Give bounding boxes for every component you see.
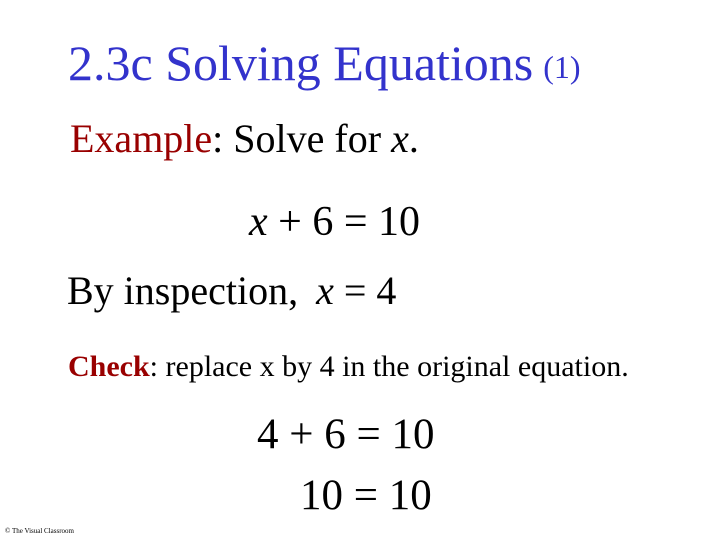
check-label: Check <box>68 350 150 383</box>
check-rest: : replace x by 4 in the original equation. <box>149 350 629 383</box>
inspection-line <box>67 266 396 316</box>
copyright-notice: © The Visual Classroom <box>5 527 74 535</box>
check-line <box>68 348 629 386</box>
equation-check-substituted: 4 + 6 = 10 <box>257 411 435 458</box>
inspection-text: By inspection, <box>67 268 299 313</box>
equation-check-result: 10 = 10 <box>300 472 432 519</box>
title-number: (1) <box>543 49 581 85</box>
example-label: Example <box>70 116 213 161</box>
example-colon: : <box>212 116 224 161</box>
equation-rest: + 6 = 10 <box>267 199 421 245</box>
title-main: 2.3c Solving Equations <box>68 35 534 91</box>
inspection-variable: x <box>316 268 334 313</box>
slide-title <box>68 33 581 99</box>
example-period: . <box>408 116 419 161</box>
inspection-rest: = 4 <box>333 268 397 313</box>
example-text: Solve for <box>223 116 392 161</box>
equation-original <box>249 196 420 248</box>
example-line <box>70 115 419 163</box>
equation-variable: x <box>249 199 268 245</box>
example-variable: x <box>391 116 409 161</box>
